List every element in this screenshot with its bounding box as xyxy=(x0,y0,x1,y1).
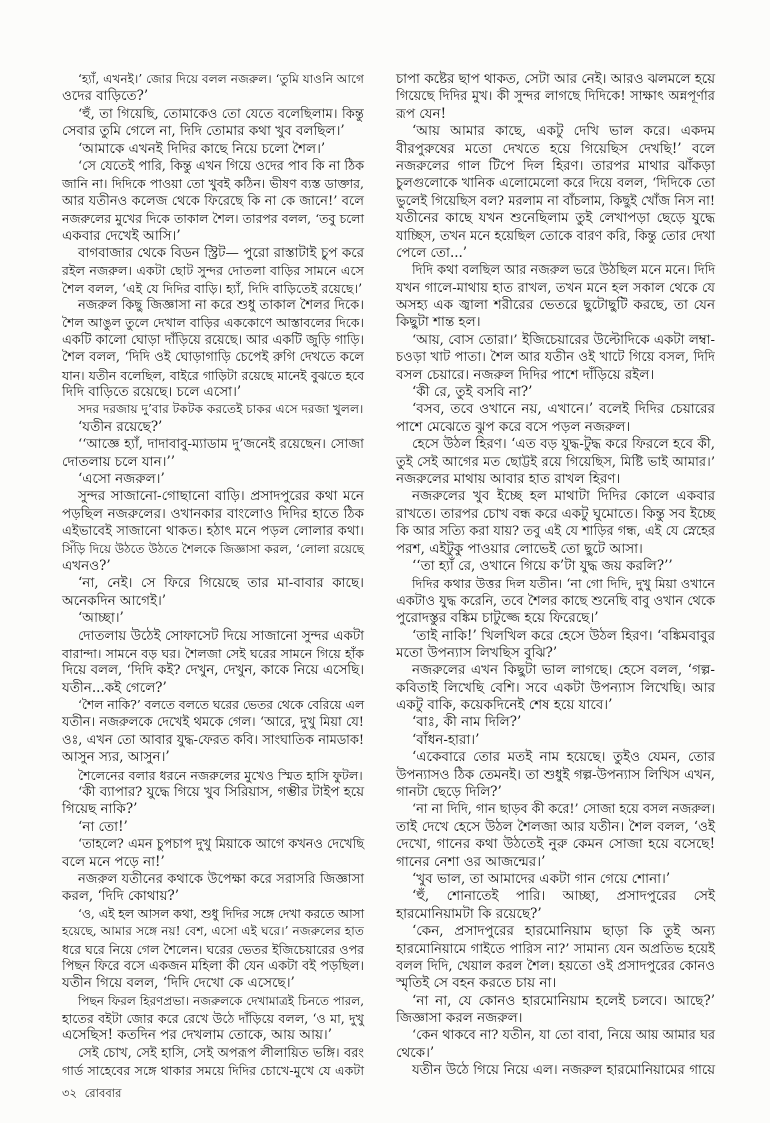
text-line: চওড়া খাট পাতা। শৈল আর যতীন ওই খাটে গিয়ে বসল, দিদি xyxy=(396,350,715,366)
text-line: যতীন। নজরুলকে দেখেই থমকে গেল। ‘আরে, দুখু মিয়া যে! xyxy=(62,715,364,731)
paragraph xyxy=(396,923,715,993)
right-column xyxy=(396,71,715,1080)
paragraph xyxy=(62,158,364,245)
text-line: ওদের বাড়িতে?’ xyxy=(62,88,149,105)
text-line: থেকে।’ xyxy=(396,1044,435,1061)
paragraph xyxy=(62,71,364,106)
paragraph xyxy=(396,801,715,871)
paragraph xyxy=(396,262,715,332)
text-line: সদর দরজায় দু’বার টকটক করতেই চাকর এসে দরজা খুলল। xyxy=(78,402,364,417)
text-line: হেসে উঠল হিরণ। ‘এত বড় যুদ্ধ-টুদ্ধ করে ফিরলে হবে কী, xyxy=(412,436,715,453)
paragraph xyxy=(396,714,715,731)
text-line: পেলে তো...’ xyxy=(396,244,468,261)
text-line: ‘না তো!’ xyxy=(78,818,128,835)
text-line: নজরুলের খুব ইচ্ছে হল মাথাটা দিদির কোলে একবার xyxy=(412,488,715,505)
text-line: যতীন গিয়ে বলল, ‘দিদি দেখো কে এসেছে।’ xyxy=(62,975,295,992)
paragraph xyxy=(62,436,364,471)
text-line: পুরোদস্তুর বঙ্কিম চাটুজ্জে হয়ে ফিরেছে।’ xyxy=(396,610,599,627)
text-line: ‘একেবারে তোর মতই নাম হয়েছে। তুইও যেমন, তোর xyxy=(412,749,715,766)
text-line: যতীনের কাছে যখন শুনেছিলাম তুই লেখাপড়া ছেড়ে যুদ্ধে xyxy=(396,210,715,227)
paragraph xyxy=(62,628,364,698)
paragraph xyxy=(62,106,364,141)
text-line: নজরুলের মুখের দিকে তাকাল শৈল। তারপর বলল, ‘তবু চলো xyxy=(62,211,364,227)
text-line: জিজ্ঞাসা করল নজরুল। xyxy=(396,1010,523,1027)
text-line: পরশ, এইটুকু পাওয়ার লোভেই তো ছুটে আসা। xyxy=(396,540,643,557)
text-line: একটু বাকি, কয়েকদিনেই শেষ হয়ে যাবে।’ xyxy=(396,697,613,714)
text-line: এখনও?’ xyxy=(62,557,111,574)
text-line: হারমোনিয়ামটা কি রয়েছে?’ xyxy=(396,905,542,922)
text-line: হয়েছে, আমার সঙ্গে নয়! বেশ, এসো এই ঘরে।’ নজরুলের হাত xyxy=(62,924,364,939)
paragraph xyxy=(396,575,715,627)
text-line: নজরুলের এখন কিছুটা ভাল লাগছে। হেসে বলল, ‘গল্প- xyxy=(412,662,715,679)
text-line: হারমোনিয়ামে গাইতে পারিস না?’ সামান্য যেন অপ্রতিভ হয়েই xyxy=(396,941,715,957)
text-line: এইভাবেই সাজানো থাকত। হঠাৎ মনে পড়ল লোলার কথা। xyxy=(62,524,364,540)
text-line: দিদির কথার উত্তর দিল যতীন। ‘না গো দিদি, দুখু মিয়া ওখানে xyxy=(412,576,715,592)
text-line: ‘বাঃ, কী নাম দিলি?’ xyxy=(412,714,522,731)
paragraph xyxy=(62,141,364,158)
continuing-paragraph xyxy=(396,1062,715,1079)
paragraph xyxy=(62,697,364,767)
text-line: ‘এসো নজরুল।’ xyxy=(78,470,165,487)
text-line: পাশে মেঝেতে ঝুপ করে বসে পড়ল নজরুল। xyxy=(396,418,631,435)
paragraph xyxy=(396,628,715,663)
paragraph xyxy=(62,610,364,627)
text-line: ‘কী ব্যাপার? যুদ্ধে গিয়ে খুব সিরিয়াস, গম্ভীর টাইপ হয়ে xyxy=(78,785,364,801)
text-line: শৈলেনের বলার ধরনে নজরুলের মুখেও স্মিত হাসি ফুটল। xyxy=(78,767,363,783)
paragraph xyxy=(62,906,364,993)
text-line: যতীন উঠে গিয়ে নিয়ে এল। নজরুল হারমোনিয়ামের গায়ে xyxy=(412,1063,715,1079)
text-line: ‘না না দিদি, গান ছাড়ব কী করে!’ সোজা হয়ে বসল নজরুল। xyxy=(412,802,715,818)
text-line: চুলগুলোকে খানিক এলোমেলো করে দিয়ে বলল, ‘দিদিকে তো xyxy=(396,176,715,192)
paragraph xyxy=(62,871,364,906)
text-line: রইল নজরুল। একটা ছোট সুন্দর দোতলা বাড়ির সামনে এসে xyxy=(62,263,364,279)
paragraph xyxy=(396,558,715,575)
text-line: যতীন...কই গেলে?’ xyxy=(62,679,167,696)
text-line: সুন্দর সাজানো-গোছানো বাড়ি। প্রসাদপুরের কথা মনে xyxy=(78,488,364,505)
paragraph xyxy=(62,401,364,418)
paragraph xyxy=(62,993,364,1045)
text-line: বলে মনে পড়ে না!’ xyxy=(62,853,165,870)
text-line: ‘শৈল নাকি?’ বলতে বলতে ঘরের ভেতর থেকে বেরিয়ে এল xyxy=(78,698,364,713)
text-line: তুই সেই আগের মত ছোট্টই রয়ে গিয়েছিস, মিষ্টি ভাই আমার।’ xyxy=(396,454,715,470)
text-line: ভুলেই গিয়েছিস বল? মরলাম না বাঁচলাম, কিছুই খোঁজ নিস না! xyxy=(396,193,715,209)
text-line: আসুন স্যর, আসুন।’ xyxy=(62,749,170,766)
text-line: বলল দিদি, খেয়াল করল শৈল। হয়তো ওই প্রসাদপুরের কোনও xyxy=(396,958,715,974)
text-line: একবার দেখেই আসি।’ xyxy=(62,227,181,244)
text-line: কিছুটা শান্ত হল। xyxy=(396,314,481,331)
text-line: ‘সে যেতেই পারি, কিন্তু এখন গিয়ে ওদের পাব কি না ঠিক xyxy=(78,158,364,174)
text-line: নজরুল যতীনের কথাকে উপেক্ষা করে সরাসরি জিজ্ঞাসা xyxy=(78,871,364,887)
paragraph xyxy=(396,662,715,714)
text-line: দিদি কথা বলছিল আর নজরুল ভরে উঠছিল মনে মনে। দিদি xyxy=(412,263,715,279)
text-line: ‘‘আজ্ঞে হ্যাঁ, দাদাবাবু-ম্যাডাম দু’জনেই রয়েছেন। সোজা xyxy=(78,437,364,453)
paragraph xyxy=(396,332,715,384)
paragraph xyxy=(62,488,364,575)
text-line: বারান্দা। সামনে বড় ঘর। শৈলজা সেই ঘরের সামনে গিয়ে হাঁক xyxy=(62,645,364,661)
text-line: ‘বাঁধন-হারা।’ xyxy=(412,731,480,748)
text-line: সেই চোখ, সেই হাসি, সেই অপরূপ লীলায়িত ভঙ্গি। বরং xyxy=(78,1045,364,1061)
text-line: ‘আচ্ছা।’ xyxy=(78,610,124,627)
paragraph xyxy=(396,871,715,888)
paragraph xyxy=(62,419,364,436)
text-line: ‘তাই নাকি!’ খিলখিল করে হেসে উঠল হিরণ। ‘বঙ্কিমবাবুর xyxy=(412,627,715,644)
text-line: পিছন ফিরে বসে একজন মহিলা কী যেন একটা বই পড়ছিল। xyxy=(62,958,364,974)
text-line: গিয়েছে দিদির মুখ। কী সুন্দর লাগছে দিদিকে! সাক্ষাৎ অন্নপূর্ণার xyxy=(396,89,715,105)
text-line: স্মৃতিই সে বহন করতে চায় না। xyxy=(396,975,557,992)
text-line: আর যতীনও কলেজ থেকে ফিরেছে কি না কে জানে!’ বলে xyxy=(62,193,364,209)
text-line: ‘বসব, তবে ওখানে নয়, এখানে।’ বলেই দিদির চেয়ারের xyxy=(412,401,715,418)
text-line: শৈল আঙুল তুলে দেখাল বাড়ির এককোণে আস্তাবলের দিকে। xyxy=(62,315,364,331)
paragraph xyxy=(62,819,364,836)
text-line: ‘তাহলে? এমন চুপচাপ দুখু মিয়াকে আগে কখনও দেখেছি xyxy=(78,837,364,853)
text-line: ‘ও, এই হল আসল কথা, শুধু দিদির সঙ্গে দেখা করতে আসা xyxy=(78,906,364,921)
text-line: দিদি বাড়িতে রয়েছে। চলে এসো।’ xyxy=(62,384,242,401)
text-line: দোতলায় চলে যান।’’ xyxy=(62,453,176,470)
paragraph xyxy=(62,784,364,819)
paragraph xyxy=(396,888,715,923)
text-line: রূপ যেন! xyxy=(396,105,447,122)
text-line: ‘যতীন রয়েছে?’ xyxy=(78,418,163,435)
text-line: গানটা ছেড়ে দিলি?’ xyxy=(396,784,502,801)
text-line: ‘আয়, বোস তোরা।’ ইজিচেয়ারের উল্টোদিকে একটা লম্বা- xyxy=(412,332,715,348)
paragraph xyxy=(396,1027,715,1062)
paragraph xyxy=(62,245,364,297)
text-line: ধরে ঘরে নিয়ে গেল শৈলেন। ঘরের ভেতর ইজিচেয়ারের ওপর xyxy=(62,941,364,957)
text-line: একটি কালো ঘোড়া দাঁড়িয়ে রয়েছে। আর একটি জুড়ি গাড়ি। xyxy=(62,332,364,348)
paragraph xyxy=(62,575,364,610)
text-line: নজরুল কিছু জিজ্ঞাসা না করে শুধু তাকাল শৈলর দিকে। xyxy=(78,298,364,314)
text-line: বসল চেয়ারে। নজরুল দিদির পাশে দাঁড়িয়ে রইল। xyxy=(396,366,655,383)
text-line: তাই দেখে হেসে উঠল শৈলজা আর যতীন। শৈল বলল, ‘ওই xyxy=(396,818,715,835)
text-line: নজরুলের গাল টিপে দিল হিরণ। তারপর মাথার ঝাঁকড়া xyxy=(396,157,715,174)
paragraph xyxy=(396,993,715,1028)
text-line: কি আর সত্যি করা যায়? তবু এই যে শাড়ির গন্ধ, এই যে স্নেহের xyxy=(396,524,715,540)
text-line: ‘হুঁ, তা গিয়েছি, তোমাকেও তো যেতে বলেছিলাম। কিন্তু xyxy=(78,106,364,122)
text-line: ‘‘তা হ্যাঁ রে, ওখানে গিয়ে ক’টা যুদ্ধ জয় করলি?’’ xyxy=(412,557,673,574)
text-line: ওঃ, এখন তো আবার যুদ্ধ-ফেরত কবি। সাংঘাতিক নামডাক! xyxy=(62,732,364,748)
paragraph xyxy=(396,436,715,488)
paragraph xyxy=(62,767,364,784)
text-line: রাখতে। তারপর চোখ বন্ধ করে একটু ঘুমোতে। কিন্তু সব ইচ্ছে xyxy=(396,506,715,522)
text-line: অনেকদিন আগেই।’ xyxy=(62,592,167,609)
text-line: পড়ছিল নজরুলের। ওখানকার বাংলোও দিদির হাতে ঠিক xyxy=(62,505,364,522)
magazine-name: রোববার xyxy=(84,1086,122,1100)
page-footer xyxy=(62,1085,121,1101)
text-line: দোতলায় উঠেই সোফাসেট দিয়ে সাজানো সুন্দর একটা xyxy=(78,628,364,644)
text-line: একটাও যুদ্ধ করেনি, তবে শৈলর কাছে শুনেছি বাবু ওখান থেকে xyxy=(396,593,715,609)
continuing-paragraph xyxy=(62,1045,364,1080)
text-line: ‘আমাকে এখনই দিদির কাছে নিয়ে চলো শৈল।’ xyxy=(78,140,326,157)
text-line: নজরুলের মাথায় আবার হাত রাখল হিরণ। xyxy=(396,470,621,487)
text-line: দেখো, গানের কথা উঠতেই নুরু কেমন সোজা হয়ে বসেছে! xyxy=(396,836,715,853)
text-line: যান। যতীন বলেছিল, বাইরে গাড়িটা রয়েছে মানেই বুঝতে হবে xyxy=(62,367,364,383)
text-line: উপন্যাসও ঠিক তেমনই। তা শুধুই গল্প-উপন্যাস লিখিস এখন, xyxy=(396,767,715,783)
text-line: কবিতাই লিখেছি বেশি। সবে একটা উপন্যাস লিখেছি। আর xyxy=(396,679,715,696)
text-line: যাচ্ছিস, তখন মনে হয়েছিল তোকে বারণ করি, কিন্তু তোর দেখা xyxy=(396,228,715,244)
text-line: চাপা কষ্টের ছাপ থাকত, সেটা আর নেই। আরও ঝলমলে হয়ে xyxy=(396,72,715,87)
text-line: গার্ড সাহেবের সঙ্গে থাকার সময়ে দিদির চোখে-মুখে যে একটা xyxy=(62,1063,364,1079)
text-line: শৈল বলল, ‘দিদি ওই ঘোড়াগাড়ি চেপেই রুগি দেখতে কলে xyxy=(62,350,364,366)
paragraph xyxy=(396,123,715,262)
text-line: যখন গালে-মাথায় হাত রাখল, তখন মনে হল সকাল থেকে যে xyxy=(396,280,715,296)
text-line: ‘হুঁ, শোনাতেই পারি। আচ্ছা, প্রসাদপুরের সেই xyxy=(412,888,715,905)
text-line: জানি না। দিদিকে পাওয়া তো খুবই কঠিন। ভীষণ ব্যস্ত ডাক্তার, xyxy=(62,176,364,192)
paragraph xyxy=(396,749,715,801)
text-line: ‘কী রে, তুই বসবি না?’ xyxy=(412,384,533,401)
text-line: ‘হ্যাঁ, এখনই।’ জোর দিয়ে বলল নজরুল। ‘তুমি যাওনি আগে xyxy=(78,72,364,86)
text-line: অসহ্য এক জ্বালা শরীরের ভেতরে ছুটোছুটি করছে, তা যেন xyxy=(396,297,715,314)
text-line: ‘না না, যে কোনও হারমোনিয়াম হলেই চলবে। আছে?’ xyxy=(412,992,715,1009)
paragraph xyxy=(396,732,715,749)
text-line: হাতের বইটা জোর করে রেখে উঠে দাঁড়িয়ে বলল, ‘ও মা, দুখু xyxy=(62,1011,364,1027)
paragraph xyxy=(62,471,364,488)
text-line: ‘না, নেই। সে ফিরে গিয়েছে তার মা-বাবার কাছে। xyxy=(78,575,364,592)
text-line: ‘আয় আমার কাছে, একটু দেখি ভাল করে। একদম xyxy=(412,123,715,140)
text-line: শৈল বলল, ‘এই যে দিদির বাড়ি। হ্যাঁ, দিদি বাড়িতেই রয়েছে।’ xyxy=(62,280,363,296)
page-number: ৩২ xyxy=(62,1086,77,1100)
text-line: গানের নেশা ওর আজন্মের।’ xyxy=(396,853,546,870)
text-line: দিয়ে বলল, ‘দিদি কই? দেখুন, দেখুন, কাকে নিয়ে এসেছি। xyxy=(62,663,364,679)
text-line: করল, ‘দিদি কোথায়?’ xyxy=(62,888,179,905)
paragraph xyxy=(396,488,715,558)
continued-paragraph xyxy=(396,71,715,123)
text-line: ‘কেন, প্রসাদপুরের হারমোনিয়াম ছাড়া কি তুই অন্য xyxy=(412,923,715,940)
paragraph xyxy=(62,836,364,871)
text-line: সিঁড়ি দিয়ে উঠতে উঠতে শৈলকে জিজ্ঞাসা করল, ‘লোলা রয়েছে xyxy=(62,541,364,556)
text-line: বাগবাজার থেকে বিডন স্ট্রিট— পুরো রাস্তাটাই চুপ করে xyxy=(78,245,364,261)
left-column xyxy=(62,71,364,1080)
paragraph xyxy=(396,384,715,401)
paragraph xyxy=(396,401,715,436)
text-line: ‘কেন থাকবে না? যতীন, যা তো বাবা, নিয়ে আয় আমার ঘর xyxy=(412,1028,715,1044)
paragraph xyxy=(62,297,364,401)
text-line: বীরপুরুষের মতো দেখতে হয়ে গিয়েছিস দেখছি!’ বলে xyxy=(396,140,715,157)
text-line: সেবার তুমি গেলে না, দিদি তোমার কথা খুব বলছিল।’ xyxy=(62,123,345,140)
text-line: মতো উপন্যাস লিখছিস বুঝি?’ xyxy=(396,644,558,661)
text-line: গিয়েছ নাকি?’ xyxy=(62,801,138,818)
text-line: পিছন ফিরল হিরণপ্রভা। নজরুলকে দেখামাত্রই চিনতে পারল, xyxy=(78,993,364,1008)
text-line: এসেছিস! কতদিন পর দেখলাম তোকে, আয় আয়।’ xyxy=(62,1027,333,1044)
text-line: ‘খুব ভাল, তা আমাদের একটা গান গেয়ে শোনা।’ xyxy=(412,870,671,887)
